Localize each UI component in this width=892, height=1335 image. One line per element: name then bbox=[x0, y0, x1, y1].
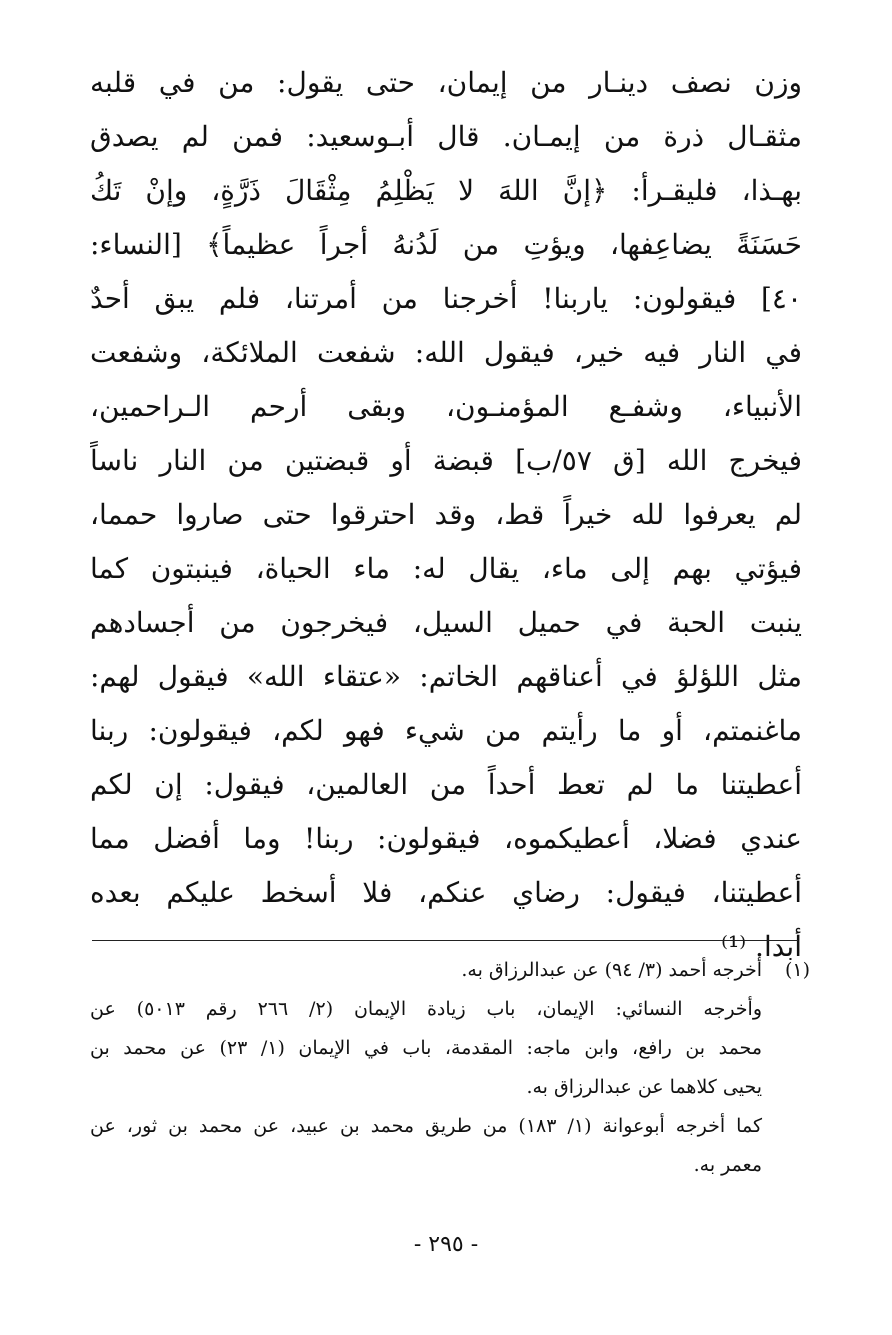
footnote-number: (١) bbox=[784, 959, 810, 981]
footnote-line bbox=[90, 1108, 810, 1147]
footnote-text: معمر به. bbox=[693, 1154, 762, 1176]
footnote-text: محمد بن رافع، وابن ماجه: المقدمة، باب في الإيمان (١/ ٢٣) عن محمد بن bbox=[90, 1037, 763, 1059]
footnote-text: كما أخرجه أبوعوانة (١/ ١٨٣) من طريق محمد بن عبيد، عن محمد بن ثور، عن bbox=[90, 1115, 762, 1137]
main-text-line: أعطيتنا، فيقول: رضاي عنكم، فلا أسخط عليكم بعده bbox=[90, 876, 802, 909]
footnote-line bbox=[90, 991, 810, 1030]
main-text-line: فيخرج الله [ق ٥٧/ب] قبضة أو قبضتين من النار ناساً bbox=[90, 444, 802, 477]
main-text-line: عندي فضلا، أعطيكموه، فيقولون: ربنا! وما أفضل مما bbox=[90, 822, 802, 855]
footnote-line bbox=[90, 952, 810, 991]
footnote-divider bbox=[92, 940, 798, 941]
footnote-line bbox=[90, 1147, 810, 1186]
main-text-line: أعطيتنا ما لم تعط أحداً من العالمين، فيقول: إن لكم bbox=[90, 768, 802, 801]
main-text-line: مثقـال ذرة من إيمـان. قال أبـوسعيد: فمن لم يصدق bbox=[90, 120, 802, 153]
main-text-line: ماغنمتم، أو ما رأيتم من شيء فهو لكم، فيقولون: ربنا bbox=[90, 714, 802, 747]
footnote-text: يحيى كلاهما عن عبدالرزاق به. bbox=[526, 1076, 762, 1098]
main-text-line: في النار فيه خير، فيقول الله: شفعت الملائكة، وشفعت bbox=[90, 336, 802, 369]
main-text-line: لم يعرفوا لله خيراً قط، وقد احترقوا حتى صاروا حمما، bbox=[90, 498, 802, 531]
main-text bbox=[90, 58, 802, 976]
main-text-line: ينبت الحبة في حميل السيل، فيخرجون من أجسادهم bbox=[90, 606, 802, 639]
main-text-line: الأنبياء، وشفـع المؤمنـون، وبقى أرحم الـراحمين، bbox=[90, 390, 802, 423]
footnote-text: وأخرجه النسائي: الإيمان، باب زيادة الإيمان (٢/ ٢٦٦ رقم ٥٠١٣) عن bbox=[90, 998, 762, 1020]
main-text-line: ٤٠] فيقولون: ياربنا! أخرجنا من أمرتنا، فلم يبق أحدٌ bbox=[90, 282, 802, 315]
footnote-line bbox=[90, 1069, 810, 1108]
main-text-line: أبدا. ⁽¹⁾ bbox=[721, 930, 802, 963]
main-text-line: بهـذا، فليقـرأ: ﴿إنَّ اللهَ لا يَظْلِمُ مِثْقَالَ ذَرَّةٍ، وإنْ تَكُ bbox=[90, 174, 802, 207]
page-number: - ٢٩٥ - bbox=[413, 1232, 479, 1257]
main-text-line: حَسَنَةً يضاعِفها، ويؤتِ من لَدُنهُ أجراً عظيماً﴾ [النساء: bbox=[90, 228, 802, 261]
main-text-line: وزن نصف دينـار من إيمان، حتى يقول: من في قلبه bbox=[90, 66, 802, 99]
footnote-text: أخرجه أحمد (٣/ ٩٤) عن عبدالرزاق به. bbox=[461, 959, 762, 981]
main-text-line: مثل اللؤلؤ في أعناقهم الخاتم: «عتقاء الله» فيقول لهم: bbox=[90, 660, 802, 693]
footnotes bbox=[90, 952, 810, 1186]
footnote-line bbox=[90, 1030, 810, 1069]
main-text-line: فيؤتي بهم إلى ماء، يقال له: ماء الحياة، فينبتون كما bbox=[90, 552, 802, 585]
